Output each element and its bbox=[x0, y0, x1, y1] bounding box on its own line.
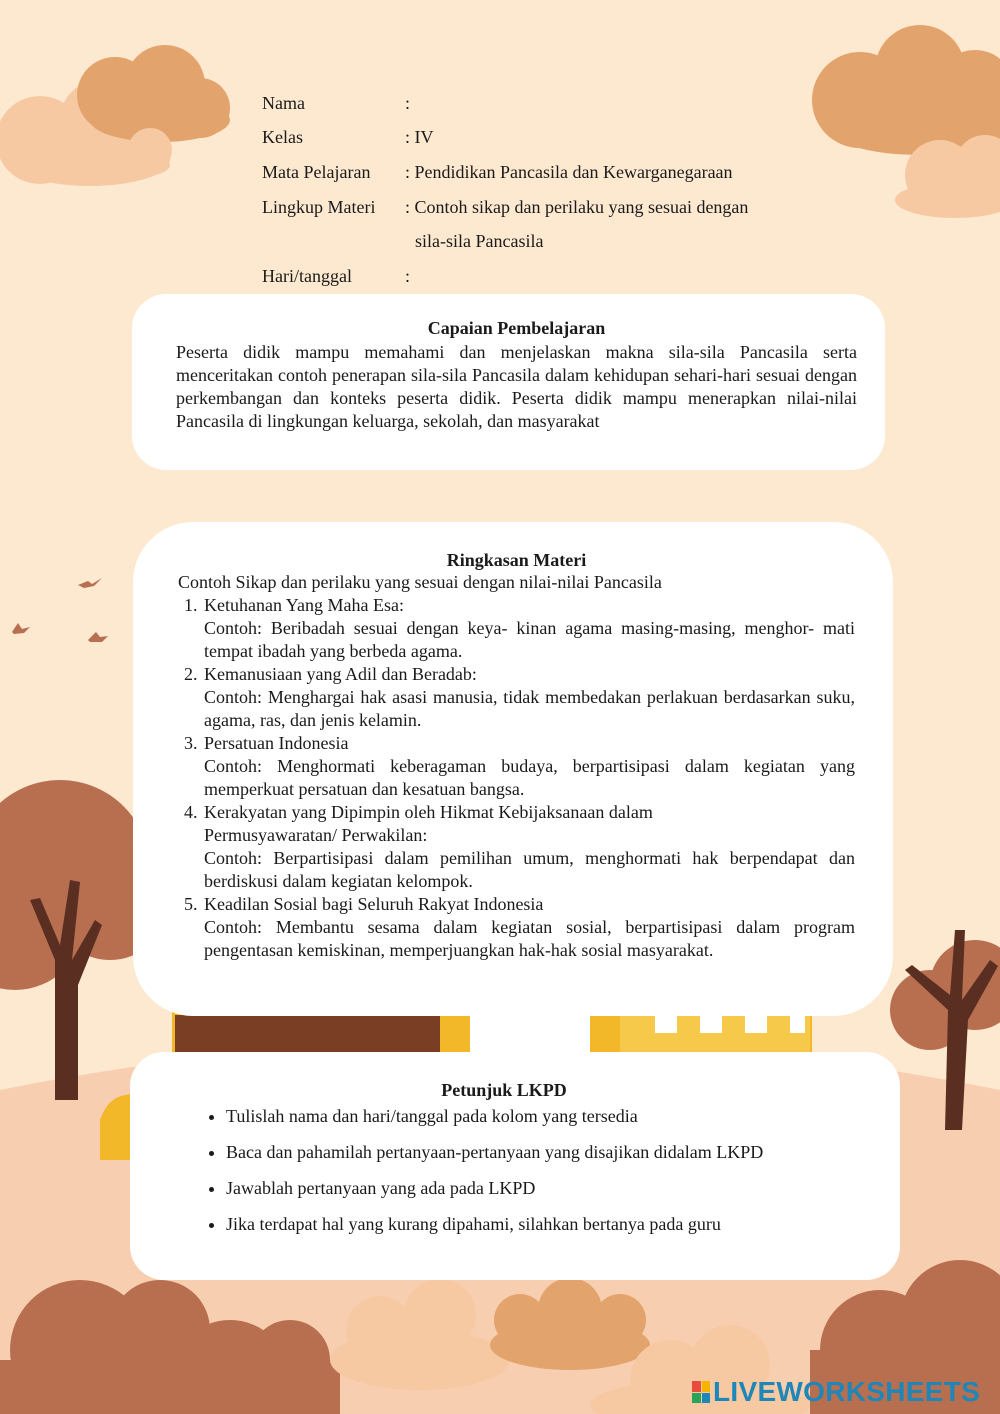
info-label: Nama bbox=[262, 92, 305, 113]
sila-name: Persatuan Indonesia bbox=[204, 733, 349, 753]
ringkasan-card bbox=[133, 522, 893, 1016]
info-value: : bbox=[405, 265, 411, 286]
capaian-card bbox=[132, 294, 885, 470]
cloud-top-left bbox=[0, 45, 230, 186]
list-item: • Jika terdapat hal yang kurang dipahami, silahkan bertanya pada guru bbox=[226, 1213, 870, 1236]
list-item bbox=[202, 893, 855, 962]
petunjuk-list bbox=[198, 1105, 870, 1236]
info-value: : bbox=[405, 92, 411, 113]
info-label: Kelas bbox=[262, 127, 303, 148]
sila-example: Contoh: Membantu sesama dalam kegiatan sosial, berpartisipasi dalam program pengentasan kemiskinan, memperjuangkan hak-hak sosial masyarakat. bbox=[204, 917, 855, 960]
logo-text: LIVEWORKSHEETS bbox=[713, 1376, 981, 1407]
info-label: Hari/tanggal bbox=[262, 265, 352, 286]
info-label: Lingkup Materi bbox=[262, 196, 376, 217]
sila-name: Kemanusiaan yang Adil dan Beradab: bbox=[204, 664, 477, 684]
sila-example: Contoh: Menghargai hak asasi manusia, tidak membedakan perlakuan berdasarkan suku, agama, ras, dan jenis kelamin. bbox=[204, 687, 855, 730]
info-row-tanggal bbox=[262, 259, 815, 294]
sila-name: Ketuhanan Yang Maha Esa: bbox=[204, 595, 404, 615]
info-label: Mata Pelajaran bbox=[262, 161, 371, 182]
liveworksheets-logo[interactable] bbox=[692, 1376, 980, 1408]
capaian-text: Peserta didik mampu memahami dan menjelaskan makna sila-sila Pancasila serta menceritakan contoh penerapan sila-sila Pancasila dalam kehidupan sehari-hari sesuai dengan perkembangan dan konteks peserta didik. Peserta didik mampu menerapkan nilai-nilai Pancasila di lingkungan keluarga, sekolah, dan masyarakat bbox=[176, 342, 857, 431]
sila-name: 4. Kerakyatan yang Dipimpin oleh Hikmat Kebijaksanaan dalam Permusyawaratan/ Perwakilan: bbox=[204, 802, 653, 845]
list-item bbox=[202, 594, 855, 663]
ringkasan-intro: Contoh Sikap dan perilaku yang sesuai dengan nilai-nilai Pancasila bbox=[178, 572, 662, 592]
liveworksheets-icon bbox=[692, 1381, 710, 1403]
info-row-lingkup-cont bbox=[262, 224, 815, 259]
info-row-nama bbox=[262, 86, 815, 121]
ringkasan-title: Ringkasan Materi bbox=[446, 550, 587, 570]
student-info bbox=[262, 86, 815, 294]
cloud-top-right bbox=[812, 25, 1000, 218]
info-value: : Contoh sikap dan perilaku yang sesuai dengan bbox=[405, 196, 749, 217]
list-item: • Tulislah nama dan hari/tanggal pada kolom yang tersedia bbox=[226, 1105, 870, 1128]
bird-icons bbox=[12, 578, 108, 642]
sila-list bbox=[178, 594, 855, 962]
list-item bbox=[202, 663, 855, 732]
list-item: • Jawablah pertanyaan yang ada pada LKPD bbox=[226, 1177, 870, 1200]
info-value: : IV bbox=[405, 127, 434, 148]
info-row-kelas bbox=[262, 121, 815, 156]
info-value: sila-sila Pancasila bbox=[415, 231, 544, 252]
petunjuk-title: Petunjuk LKPD bbox=[441, 1080, 567, 1100]
list-item: • Baca dan pahamilah pertanyaan-pertanyaan yang disajikan didalam LKPD bbox=[226, 1141, 870, 1164]
petunjuk-card bbox=[130, 1052, 900, 1280]
list-item bbox=[202, 801, 855, 893]
sila-example: Contoh: Berpartisipasi dalam pemilihan umum, menghormati hak berpendapat dan berdiskusi dalam kegiatan kelompok. bbox=[204, 848, 855, 891]
sila-example: Contoh: Menghormati keberagaman budaya, berpartisipasi dalam kegiatan yang memperkuat persatuan dan kesatuan bangsa. bbox=[204, 756, 855, 799]
info-value: : Pendidikan Pancasila dan Kewarganegaraan bbox=[405, 161, 733, 182]
info-row-lingkup bbox=[262, 190, 815, 225]
sila-example: Contoh: Beribadah sesuai dengan keya- kinan agama masing-masing, menghor- mati tempat ibadah yang berbeda agama. bbox=[204, 618, 855, 661]
list-item bbox=[202, 732, 855, 801]
capaian-title: Capaian Pembelajaran bbox=[427, 318, 606, 338]
sila-name: Keadilan Sosial bagi Seluruh Rakyat Indonesia bbox=[204, 894, 544, 914]
info-row-mapel bbox=[262, 155, 815, 190]
